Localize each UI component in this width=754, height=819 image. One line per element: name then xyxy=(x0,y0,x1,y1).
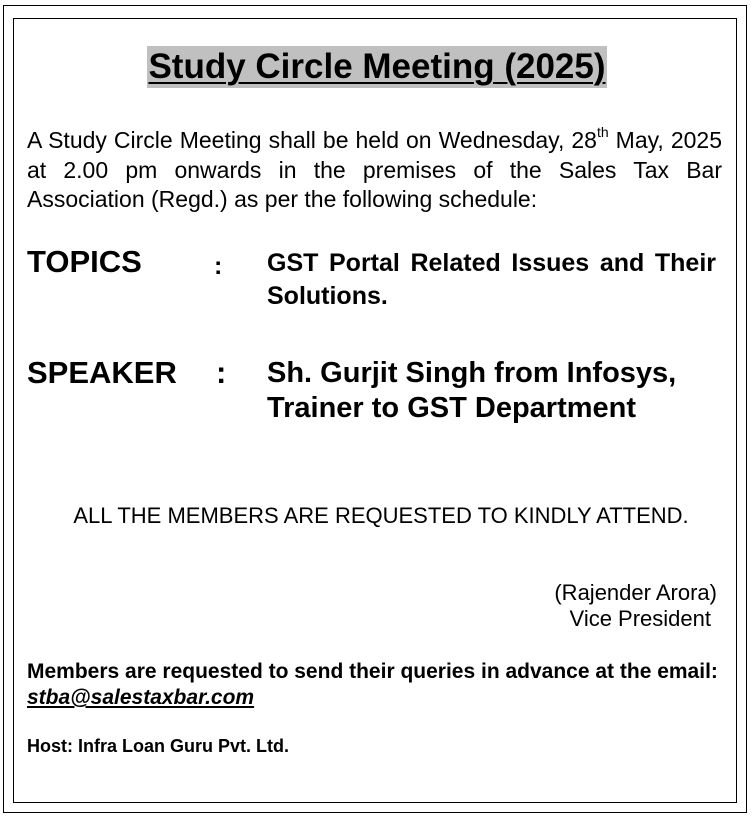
topics-value: GST Portal Related Issues and Their Solutions. xyxy=(267,249,716,310)
speaker-role-line: Trainer to GST Department xyxy=(267,392,637,424)
speaker-colon: : xyxy=(216,355,227,390)
signatory-name: (Rajender Arora) xyxy=(554,580,717,605)
intro-paragraph xyxy=(27,126,722,215)
speaker-label: SPEAKER xyxy=(27,355,177,390)
signatory-designation: Vice President xyxy=(569,606,711,631)
intro-text-start: A Study Circle Meeting shall be held on Wednesday, 28 xyxy=(27,127,597,153)
queries-paragraph xyxy=(27,659,727,711)
host-line: Host: Infra Loan Guru Pvt. Ltd. xyxy=(27,736,289,756)
topics-colon: : xyxy=(214,252,223,280)
email-link[interactable]: stba@salestaxbar.com xyxy=(27,686,255,709)
speaker-name-line: Sh. Gurjit Singh from Infosys, xyxy=(267,357,677,389)
topics-label: TOPICS xyxy=(27,244,142,279)
intro-date-suffix: th xyxy=(596,124,609,141)
speaker-value xyxy=(267,356,716,426)
attendance-notice: ALL THE MEMBERS ARE REQUESTED TO KINDLY ATTEND. xyxy=(73,503,689,528)
meeting-title-wrapper xyxy=(0,46,754,88)
queries-text: Members are requested to send their queries in advance at the email: xyxy=(27,660,718,683)
intro-text-end: May, 2025 at 2.00 pm onwards in the premises of the Sales Tax Bar Association (Regd.) as per the following schedule: xyxy=(27,127,722,212)
meeting-title: Study Circle Meeting (2025) xyxy=(148,47,606,86)
